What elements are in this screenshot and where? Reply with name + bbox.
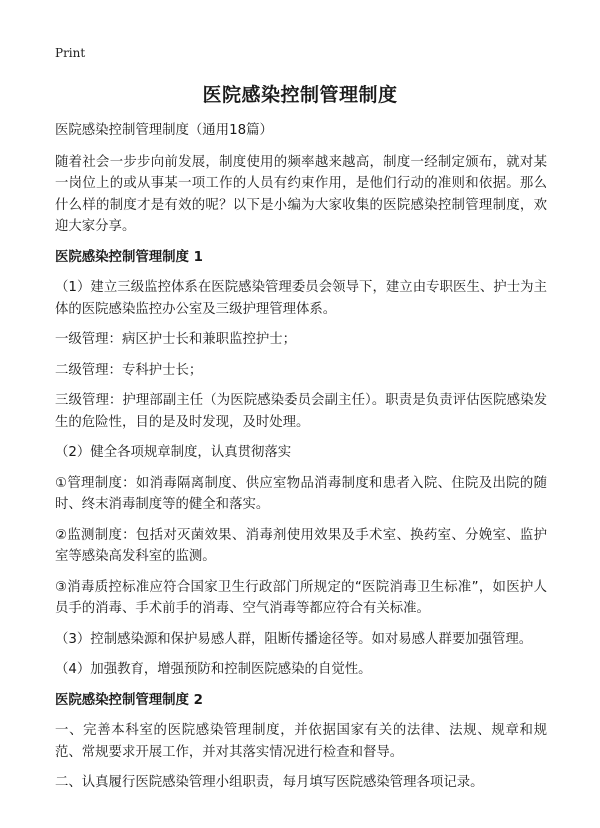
paragraph: 二级管理：专科护士长；	[55, 362, 203, 378]
paragraph: 一级管理：病区护士长和兼职监控护士；	[55, 332, 297, 347]
subtitle: 医院感染控制管理制度（通用18篇）	[55, 123, 273, 138]
page-title: 医院感染控制管理制度	[202, 84, 398, 106]
document-body	[55, 120, 547, 803]
paragraph: ③消毒质控标准应符合国家卫生行政部门所规定的“医院消毒卫生标准”，如医护人员手的消毒、手术前手的消毒、空气消毒等都应符合有关标准。	[55, 579, 547, 616]
section-1	[55, 247, 547, 681]
paragraph: （2）健全各项规章制度，认真贯彻落实	[55, 445, 292, 460]
intro-paragraph: 随着社会一步步向前发展，制度使用的频率越来越高，制度一经制定颁布，就对某一岗位上的或从事某一项工作的人员有约束作用，是他们行动的准则和依据。那么什么样的制度才是有效的呢？以下是小编为大家收集的医院感染控制管理制度，欢迎大家分享。	[55, 154, 547, 234]
paragraph: （4）加强教育，增强预防和控制医院感染的自觉性。	[55, 662, 372, 677]
paragraph: ②监测制度：包括对灭菌效果、消毒剂使用效果及手术室、换药室、分娩室、监护室等感染高发科室的监测。	[55, 527, 547, 564]
section-heading: 医院感染控制管理制度 2	[55, 692, 203, 708]
paragraph: 三级管理：护理部副主任（为医院感染委员会副主任）。职责是负责评估医院感染发生的危险性，目的是及时发现，及时处理。	[55, 393, 547, 430]
paragraph: 一、完善本科室的医院感染管理制度，并依据国家有关的法律、法规、规章和规范、常规要求开展工作，并对其落实情况进行检查和督导。	[55, 723, 547, 760]
print-link[interactable]: Print	[55, 46, 86, 60]
paragraph: 二、认真履行医院感染管理小组职责，每月填写医院感染管理各项记录。	[55, 775, 484, 790]
section-heading: 医院感染控制管理制度 1	[55, 249, 203, 265]
paragraph: （1）建立三级监控体系在医院感染管理委员会领导下，建立由专职医生、护士为主体的医院感染监控办公室及三级护理管理体系。	[55, 280, 547, 317]
section-2	[55, 690, 547, 794]
paragraph: ①管理制度：如消毒隔离制度、供应室物品消毒制度和患者入院、住院及出院的随时、终末消毒制度等的健全和落实。	[55, 475, 547, 512]
paragraph: （3）控制感染源和保护易感人群，阻断传播途径等。如对易感人群要加强管理。	[55, 631, 533, 647]
